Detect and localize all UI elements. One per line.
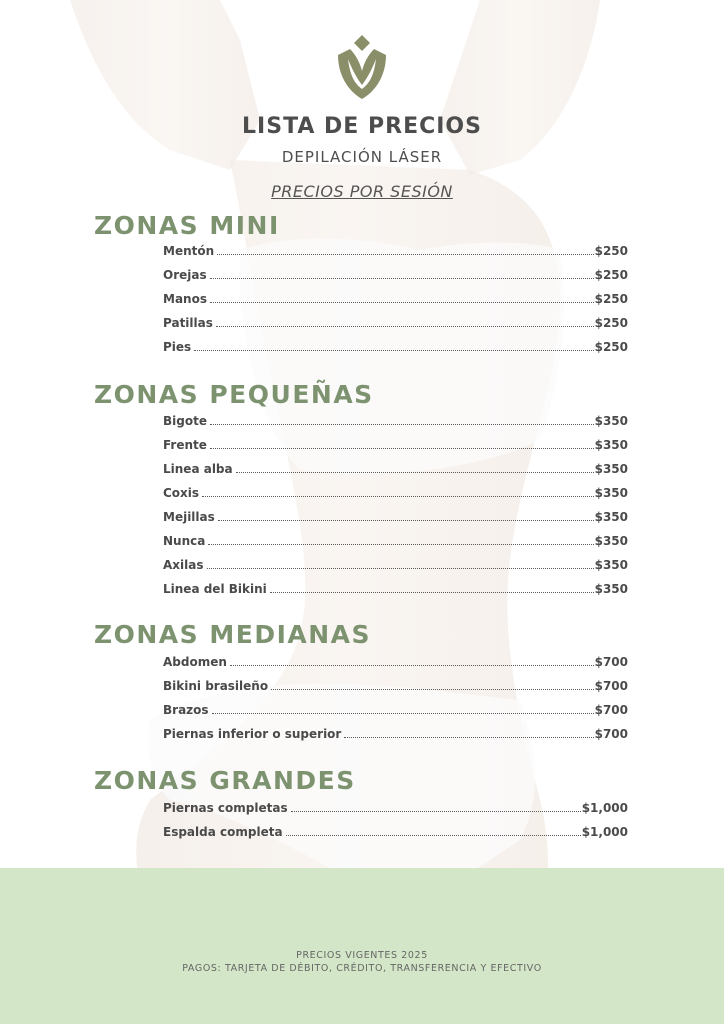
zone-price: $350 — [594, 438, 628, 452]
price-list-zonas-mini — [163, 244, 628, 364]
dot-leader — [218, 520, 594, 521]
footer-validity: PRECIOS VIGENTES 2025 — [296, 950, 428, 961]
zone-name: Pies — [163, 340, 192, 354]
zone-name: Manos — [163, 292, 207, 306]
zone-price: $700 — [594, 727, 628, 741]
section-title-zonas-medianas: ZONAS MEDIANAS — [94, 620, 371, 649]
price-row — [163, 438, 628, 462]
zone-name: Piernas inferior o superior — [163, 727, 342, 741]
zone-name: Patillas — [163, 316, 213, 330]
price-row — [163, 316, 628, 340]
page-subtitle: DEPILACIÓN LÁSER — [281, 148, 443, 166]
price-row — [163, 534, 628, 558]
price-row — [163, 244, 628, 268]
zone-price: $250 — [594, 292, 628, 306]
page-title: LISTA DE PRECIOS — [242, 114, 482, 139]
price-row — [163, 582, 628, 606]
zone-name: Orejas — [163, 268, 207, 282]
zone-price: $250 — [594, 316, 628, 330]
zone-price: $350 — [594, 582, 628, 596]
zone-price: $350 — [594, 510, 628, 524]
dot-leader — [236, 472, 594, 473]
zone-price: $350 — [594, 558, 628, 572]
zone-price: $350 — [594, 462, 628, 476]
zone-price: $250 — [594, 340, 628, 354]
dot-leader — [210, 448, 594, 449]
zone-name: Espalda completa — [163, 825, 283, 839]
zone-price: $700 — [594, 703, 628, 717]
price-row — [163, 462, 628, 486]
zone-price: $350 — [594, 414, 628, 428]
zone-name: Bikini brasileño — [163, 679, 269, 693]
zone-name: Coxis — [163, 486, 200, 500]
zone-name: Bigote — [163, 414, 207, 428]
zone-price: $700 — [594, 679, 628, 693]
zone-name: Linea alba — [163, 462, 233, 476]
zone-price: $350 — [594, 486, 628, 500]
dot-leader — [202, 496, 594, 497]
footer-payments: PAGOS: TARJETA DE DÉBITO, CRÉDITO, TRANSFERENCIA Y EFECTIVO — [182, 963, 542, 974]
dot-leader — [271, 689, 594, 690]
dot-leader — [194, 350, 593, 351]
dot-leader — [291, 811, 581, 812]
price-row — [163, 292, 628, 316]
zone-price: $1,000 — [581, 825, 628, 839]
dot-leader — [208, 544, 593, 545]
per-session-note: PRECIOS POR SESIÓN — [271, 182, 453, 201]
zone-price: $350 — [594, 534, 628, 548]
zone-name: Nunca — [163, 534, 206, 548]
price-row — [163, 340, 628, 364]
zone-price: $700 — [594, 655, 628, 669]
price-row — [163, 727, 628, 751]
zone-name: Abdomen — [163, 655, 227, 669]
price-list-zonas-medianas — [163, 655, 628, 751]
dot-leader — [344, 737, 593, 738]
dot-leader — [216, 326, 594, 327]
dot-leader — [230, 665, 594, 666]
zone-price: $1,000 — [581, 801, 628, 815]
section-title-zonas-mini: ZONAS MINI — [94, 211, 280, 240]
dot-leader — [212, 713, 594, 714]
price-row — [163, 703, 628, 727]
price-row — [163, 801, 628, 825]
zone-name: Piernas completas — [163, 801, 288, 815]
dot-leader — [207, 568, 594, 569]
zone-name: Mentón — [163, 244, 215, 258]
dot-leader — [210, 302, 594, 303]
zone-price: $250 — [594, 244, 628, 258]
zone-name: Mejillas — [163, 510, 215, 524]
dot-leader — [286, 835, 581, 836]
dot-leader — [210, 278, 594, 279]
dot-leader — [270, 592, 594, 593]
dot-leader — [217, 254, 593, 255]
price-row — [163, 679, 628, 703]
dot-leader — [210, 424, 594, 425]
price-row — [163, 510, 628, 534]
section-title-zonas-pequenas: ZONAS PEQUEÑAS — [94, 380, 374, 409]
section-title-zonas-grandes: ZONAS GRANDES — [94, 766, 356, 795]
zone-name: Axilas — [163, 558, 204, 572]
zone-price: $250 — [594, 268, 628, 282]
price-row — [163, 268, 628, 292]
price-list-zonas-grandes — [163, 801, 628, 849]
price-row — [163, 486, 628, 510]
zone-name: Linea del Bikini — [163, 582, 267, 596]
price-row — [163, 825, 628, 849]
price-row — [163, 655, 628, 679]
price-row — [163, 558, 628, 582]
leaf-v-logo-icon — [334, 33, 390, 103]
price-row — [163, 414, 628, 438]
price-list-zonas-pequenas — [163, 414, 628, 606]
zone-name: Frente — [163, 438, 207, 452]
zone-name: Brazos — [163, 703, 209, 717]
